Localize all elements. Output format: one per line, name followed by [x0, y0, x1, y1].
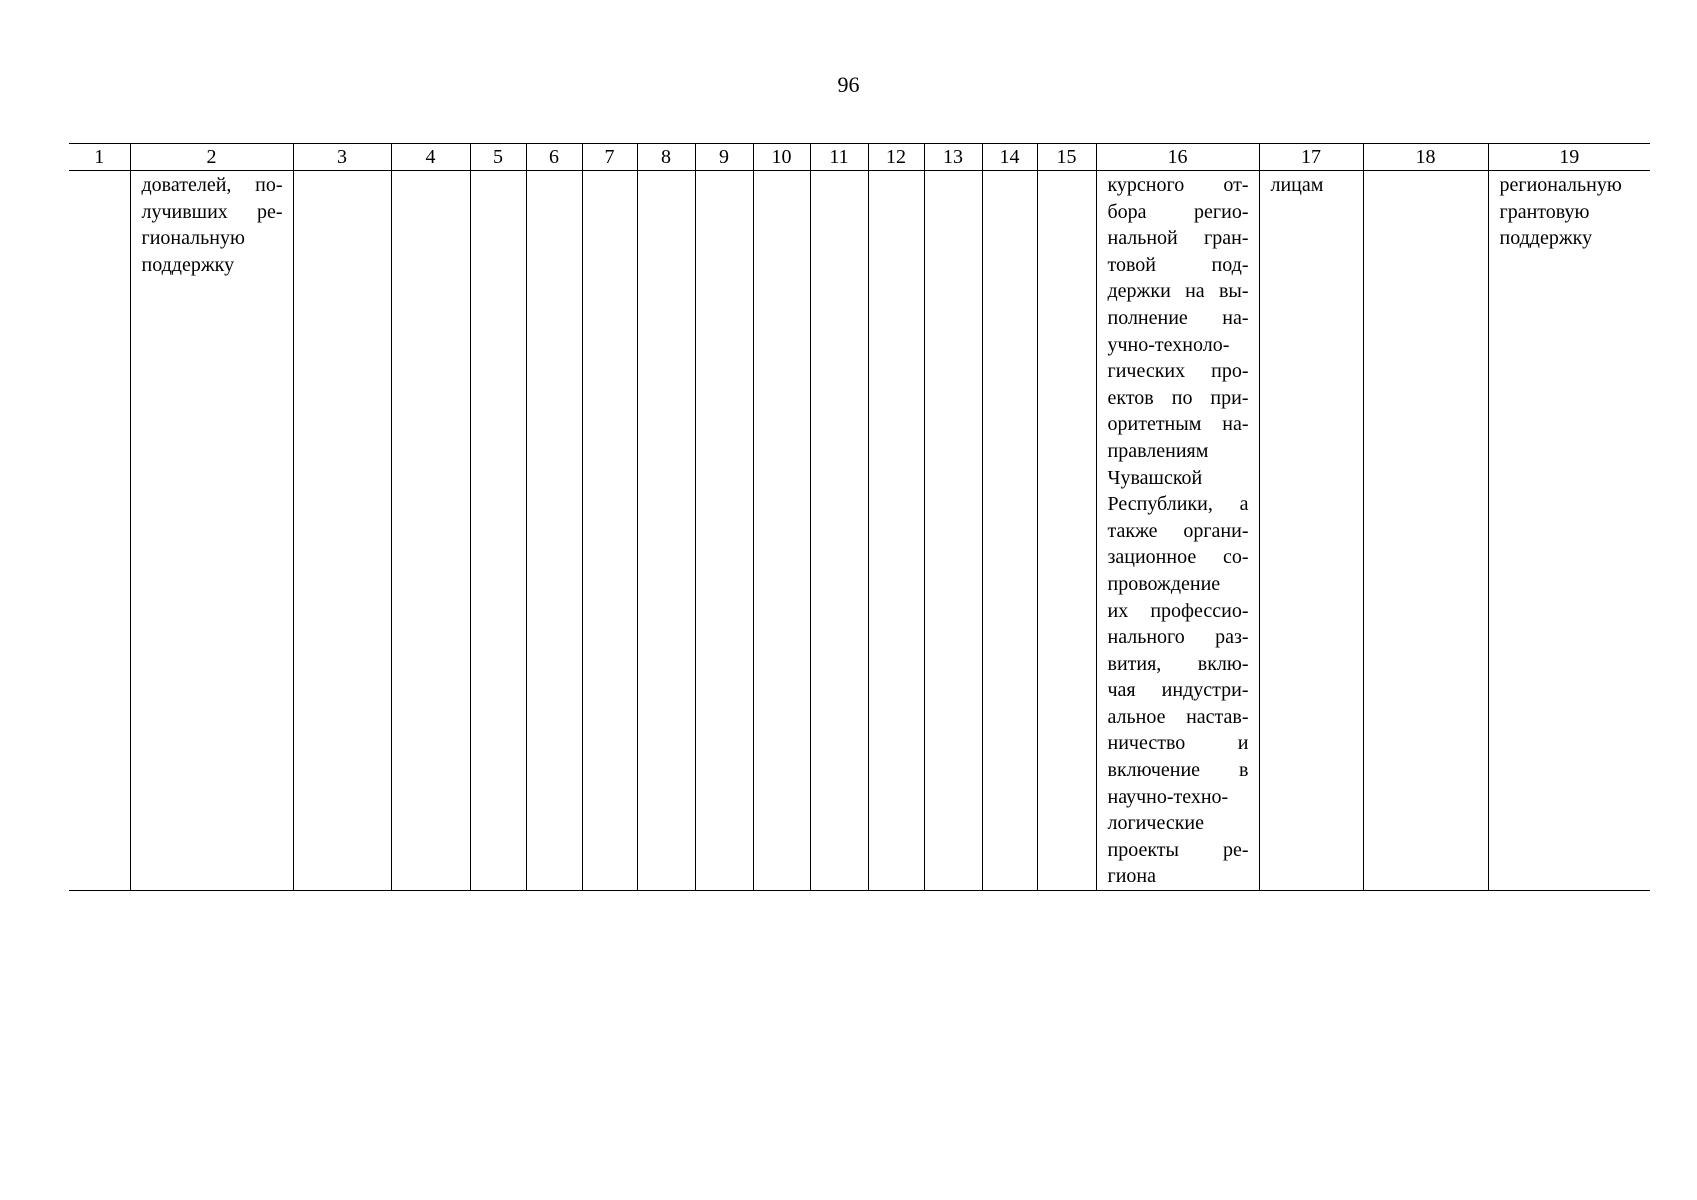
- cell-text-line: Чувашской: [1107, 466, 1203, 489]
- cell-17-text: [1260, 171, 1363, 199]
- column-header: 10: [753, 144, 810, 171]
- column-header: 6: [526, 144, 582, 171]
- column-header: 3: [293, 144, 391, 171]
- cell-text-line: поддержку: [141, 253, 235, 276]
- cell-text-line: грантовую: [1499, 200, 1590, 223]
- cell-text-line: товой под-: [1107, 253, 1249, 276]
- column-header: 15: [1037, 144, 1096, 171]
- column-header: 16: [1096, 144, 1259, 171]
- column-header: 14: [982, 144, 1037, 171]
- cell-text-line: доватeлей, по-: [141, 174, 283, 196]
- table-cell-2: [130, 171, 293, 891]
- document-table: [69, 143, 1650, 891]
- cell-text-line: поддержку: [1499, 227, 1593, 250]
- table-cell-4: [391, 171, 470, 891]
- cell-text-line: также органи-: [1107, 519, 1249, 542]
- cell-text-line: их профессио-: [1107, 599, 1249, 622]
- table-cell-14: [982, 171, 1037, 891]
- table-cell-12: [868, 171, 924, 891]
- cell-text-line: бора регио-: [1107, 200, 1249, 223]
- column-header: 18: [1363, 144, 1488, 171]
- table-cell-10: [753, 171, 810, 891]
- column-header: 7: [582, 144, 637, 171]
- table-cell-16: [1096, 171, 1259, 891]
- cell-text-line: оритетным на-: [1107, 413, 1249, 436]
- cell-text-line: логические: [1107, 812, 1204, 835]
- cell-text-line: гических про-: [1107, 360, 1249, 383]
- cell-2-text: [131, 171, 293, 278]
- cell-text-line: чая индустри-: [1107, 679, 1249, 702]
- column-header: 17: [1259, 144, 1363, 171]
- column-header: 12: [868, 144, 924, 171]
- column-header: 19: [1488, 144, 1650, 171]
- column-header: 9: [695, 144, 753, 171]
- cell-text-line: проекты ре-: [1107, 838, 1249, 861]
- cell-text-line: лучивших ре-: [141, 200, 283, 223]
- page-number: 96: [837, 72, 860, 97]
- table-cell-17: [1259, 171, 1363, 891]
- cell-text-line: держки на вы-: [1107, 280, 1249, 303]
- column-header: 4: [391, 144, 470, 171]
- cell-text-line: провождение: [1107, 572, 1221, 595]
- column-header: 13: [924, 144, 982, 171]
- table-cell-8: [637, 171, 695, 891]
- cell-text-line: альное настав-: [1107, 705, 1249, 728]
- column-header: 1: [69, 144, 130, 171]
- table-cell-3: [293, 171, 391, 891]
- cell-text-line: ничество и: [1107, 732, 1249, 755]
- table-cell-19: [1488, 171, 1650, 891]
- column-header: 2: [130, 144, 293, 171]
- column-header: 8: [637, 144, 695, 171]
- column-header: 5: [470, 144, 526, 171]
- cell-text-line: лицам: [1270, 174, 1324, 196]
- cell-text-line: гиональную: [141, 227, 245, 250]
- cell-text-line: нальной гран-: [1107, 227, 1249, 250]
- cell-text-line: гиона: [1107, 865, 1156, 888]
- cell-16-text: [1097, 171, 1259, 890]
- table-cell-5: [470, 171, 526, 891]
- cell-text-line: курсного от-: [1107, 174, 1249, 196]
- cell-text-line: полнение на-: [1107, 306, 1249, 329]
- table-cell-1: [69, 171, 130, 891]
- cell-text-line: учно-техноло-: [1107, 333, 1230, 356]
- cell-text-line: нального раз-: [1107, 626, 1249, 649]
- cell-text-line: Республики, а: [1107, 493, 1249, 516]
- table-cell-15: [1037, 171, 1096, 891]
- column-header: 11: [810, 144, 868, 171]
- table-cell-7: [582, 171, 637, 891]
- cell-text-line: правлениям: [1107, 439, 1209, 462]
- cell-text-line: региональную: [1499, 174, 1622, 196]
- table-cell-18: [1363, 171, 1488, 891]
- table-cell-6: [526, 171, 582, 891]
- cell-text-line: вития, вклю-: [1107, 652, 1249, 675]
- table-header-row: [69, 144, 1650, 171]
- cell-text-line: зационное со-: [1107, 546, 1249, 569]
- table-cell-9: [695, 171, 753, 891]
- cell-text-line: ектов по при-: [1107, 386, 1249, 409]
- cell-text-line: включение в: [1107, 759, 1249, 782]
- table-cell-13: [924, 171, 982, 891]
- cell-19-text: [1489, 171, 1651, 252]
- cell-text-line: научно-техно-: [1107, 785, 1229, 808]
- table-cell-11: [810, 171, 868, 891]
- table-row: [69, 171, 1650, 891]
